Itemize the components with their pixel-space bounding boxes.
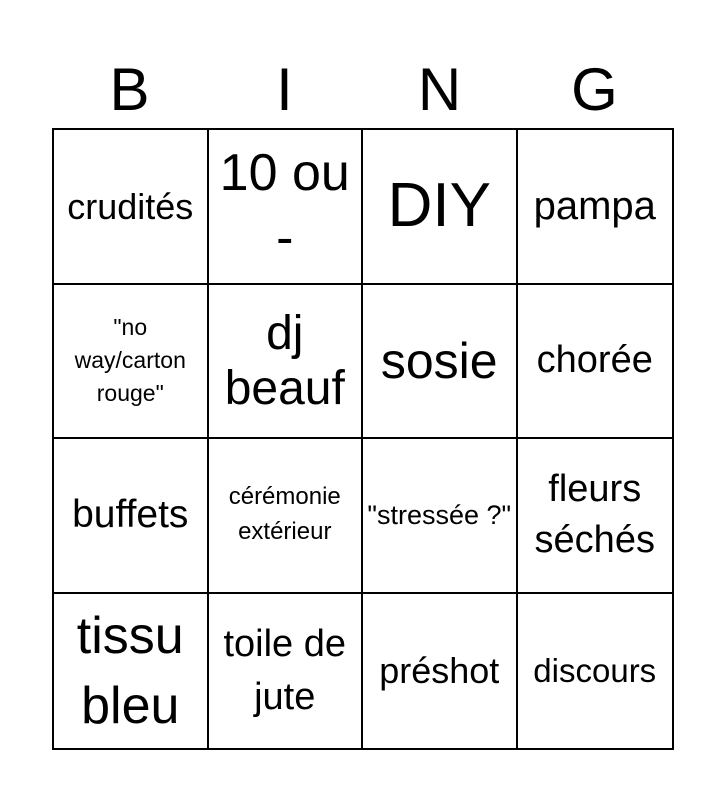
bingo-cell[interactable] (54, 285, 209, 440)
cell-text: discours (533, 651, 657, 689)
bingo-cell[interactable] (209, 439, 364, 594)
bingo-cell[interactable] (363, 130, 518, 285)
bingo-cell[interactable] (518, 439, 673, 594)
cell-text: sosie (380, 332, 498, 389)
header-letter-i: I (276, 56, 293, 123)
bingo-board (52, 128, 674, 750)
bingo-cell[interactable] (54, 130, 209, 285)
cell-text: pampa (533, 184, 656, 229)
header-letter-n: N (417, 56, 462, 123)
bingo-cell[interactable] (54, 439, 209, 594)
cell-text: tissu bleu (76, 606, 184, 735)
bingo-cell[interactable] (54, 594, 209, 749)
cell-text: "stressée ?" (367, 499, 512, 530)
bingo-cell[interactable] (518, 130, 673, 285)
cell-text: 10 ou - (219, 144, 350, 268)
cell-text: DIY (387, 171, 491, 241)
bingo-cell[interactable] (209, 594, 364, 749)
bingo-cell[interactable] (363, 439, 518, 594)
cell-text: fleurs séchés (534, 467, 655, 562)
bingo-cell[interactable] (518, 285, 673, 440)
cell-text: toile de jute (223, 622, 347, 718)
cell-text: "no way/carton rouge" (74, 313, 186, 407)
cell-text: dj beauf (224, 306, 345, 415)
header-letter-g: G (571, 56, 618, 123)
bingo-cell[interactable] (209, 285, 364, 440)
cell-text: chorée (536, 338, 653, 381)
cell-text: cérémonie extérieur (228, 483, 341, 546)
cell-text: préshot (379, 650, 500, 692)
bingo-cell[interactable] (518, 594, 673, 749)
bingo-cell[interactable] (209, 130, 364, 285)
bingo-header (52, 52, 672, 128)
bingo-cell[interactable] (363, 594, 518, 749)
cell-text: buffets (72, 492, 189, 536)
header-letter-b: B (109, 56, 150, 123)
cell-text: crudités (67, 185, 194, 227)
bingo-cell[interactable] (363, 285, 518, 440)
